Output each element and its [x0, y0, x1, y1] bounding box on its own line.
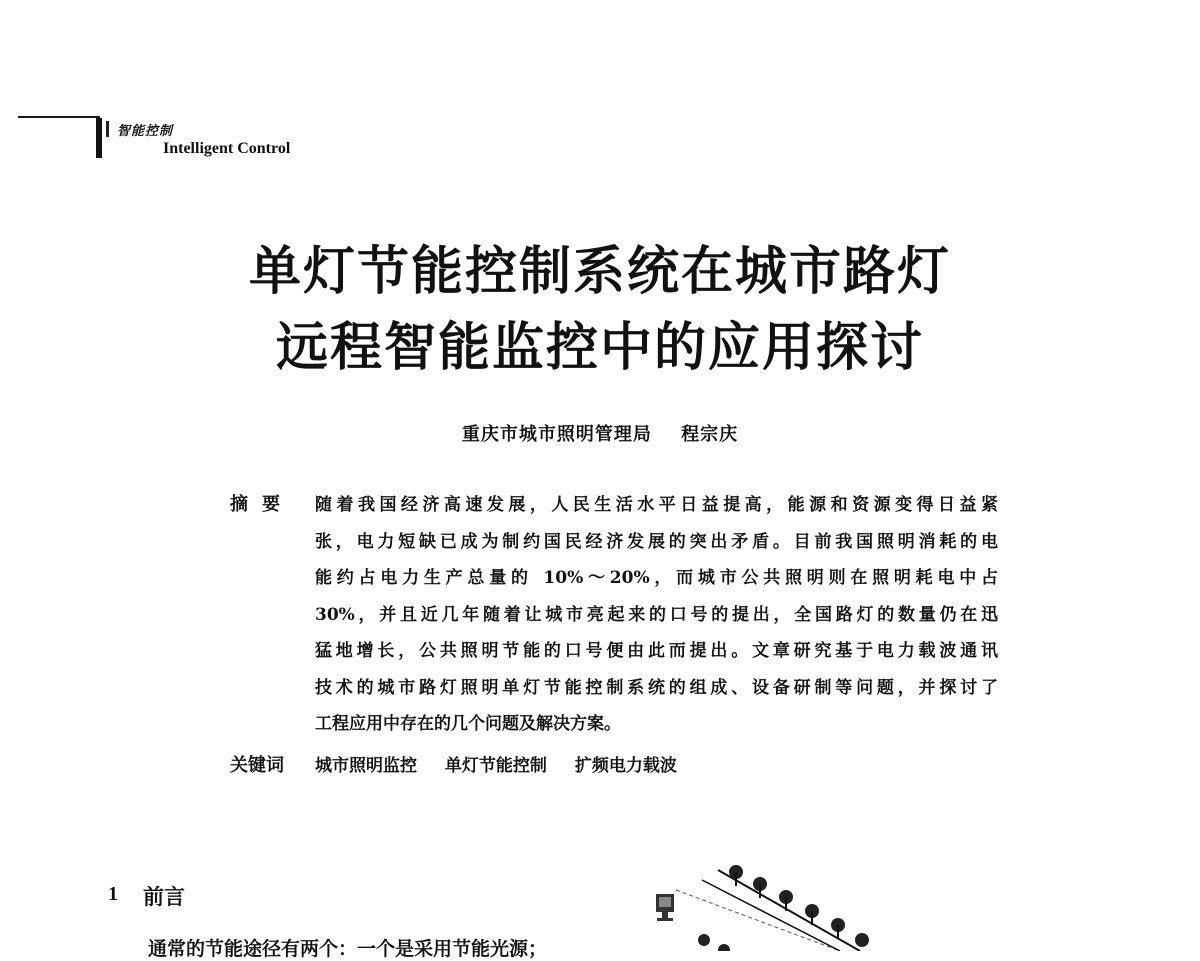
header-section-cn: 智能控制	[117, 124, 174, 139]
abstract-body	[315, 487, 998, 743]
keywords-label: 关键词	[230, 755, 284, 776]
header-section-en: Intelligent Control	[163, 140, 291, 157]
header-bar	[96, 118, 102, 158]
abstract-label: 摘要	[230, 494, 294, 515]
author-affiliation: 重庆市城市照明管理局	[461, 424, 652, 445]
streetlight-diagram-svg	[640, 850, 880, 951]
section-number: 1	[108, 883, 118, 905]
abstract-line: 能约占电力生产总量的 10%～20%，而城市公共照明则在照明耗电中占	[315, 568, 998, 588]
abstract-line: 工程应用中存在的几个问题及解决方案。	[315, 714, 621, 734]
keyword: 城市照明监控	[315, 756, 417, 776]
keyword: 单灯节能控制	[444, 756, 547, 776]
abstract-line: 张，电力短缺已成为制约国民经济发展的突出矛盾。目前我国照明消耗的电	[315, 531, 998, 552]
section-first-line: 通常的节能途径有两个：一个是采用节能光源；	[148, 938, 548, 960]
abstract-line: 猛地增长，公共照明节能的口号便由此而提出。文章研究基于电力载波通讯	[315, 641, 998, 661]
streetlight-network-figure	[640, 850, 880, 955]
keyword: 扩频电力载波	[574, 756, 677, 776]
computer-monitor-icon	[656, 894, 674, 921]
title-line-1: 单灯节能控制系统在城市路灯	[248, 242, 951, 302]
section-title: 前言	[143, 885, 185, 909]
abstract-line: 30%，并且近几年随着让城市亮起来的口号的提出，全国路灯的数量仍在迅	[315, 604, 998, 625]
header-bar-accent	[106, 121, 109, 137]
header-rule	[18, 116, 100, 118]
keywords-list	[315, 751, 699, 776]
author-line	[0, 420, 1200, 446]
abstract-line: 技术的城市路灯照明单灯节能控制系统的组成、设备研制等问题，并探讨了	[315, 677, 998, 698]
author-name: 程宗庆	[681, 424, 739, 445]
title-line-2: 远程智能监控中的应用探讨	[275, 318, 924, 378]
road-edge-line	[702, 880, 840, 951]
abstract-line: 随着我国经济高速发展，人民生活水平日益提高，能源和资源变得日益紧	[315, 495, 998, 515]
